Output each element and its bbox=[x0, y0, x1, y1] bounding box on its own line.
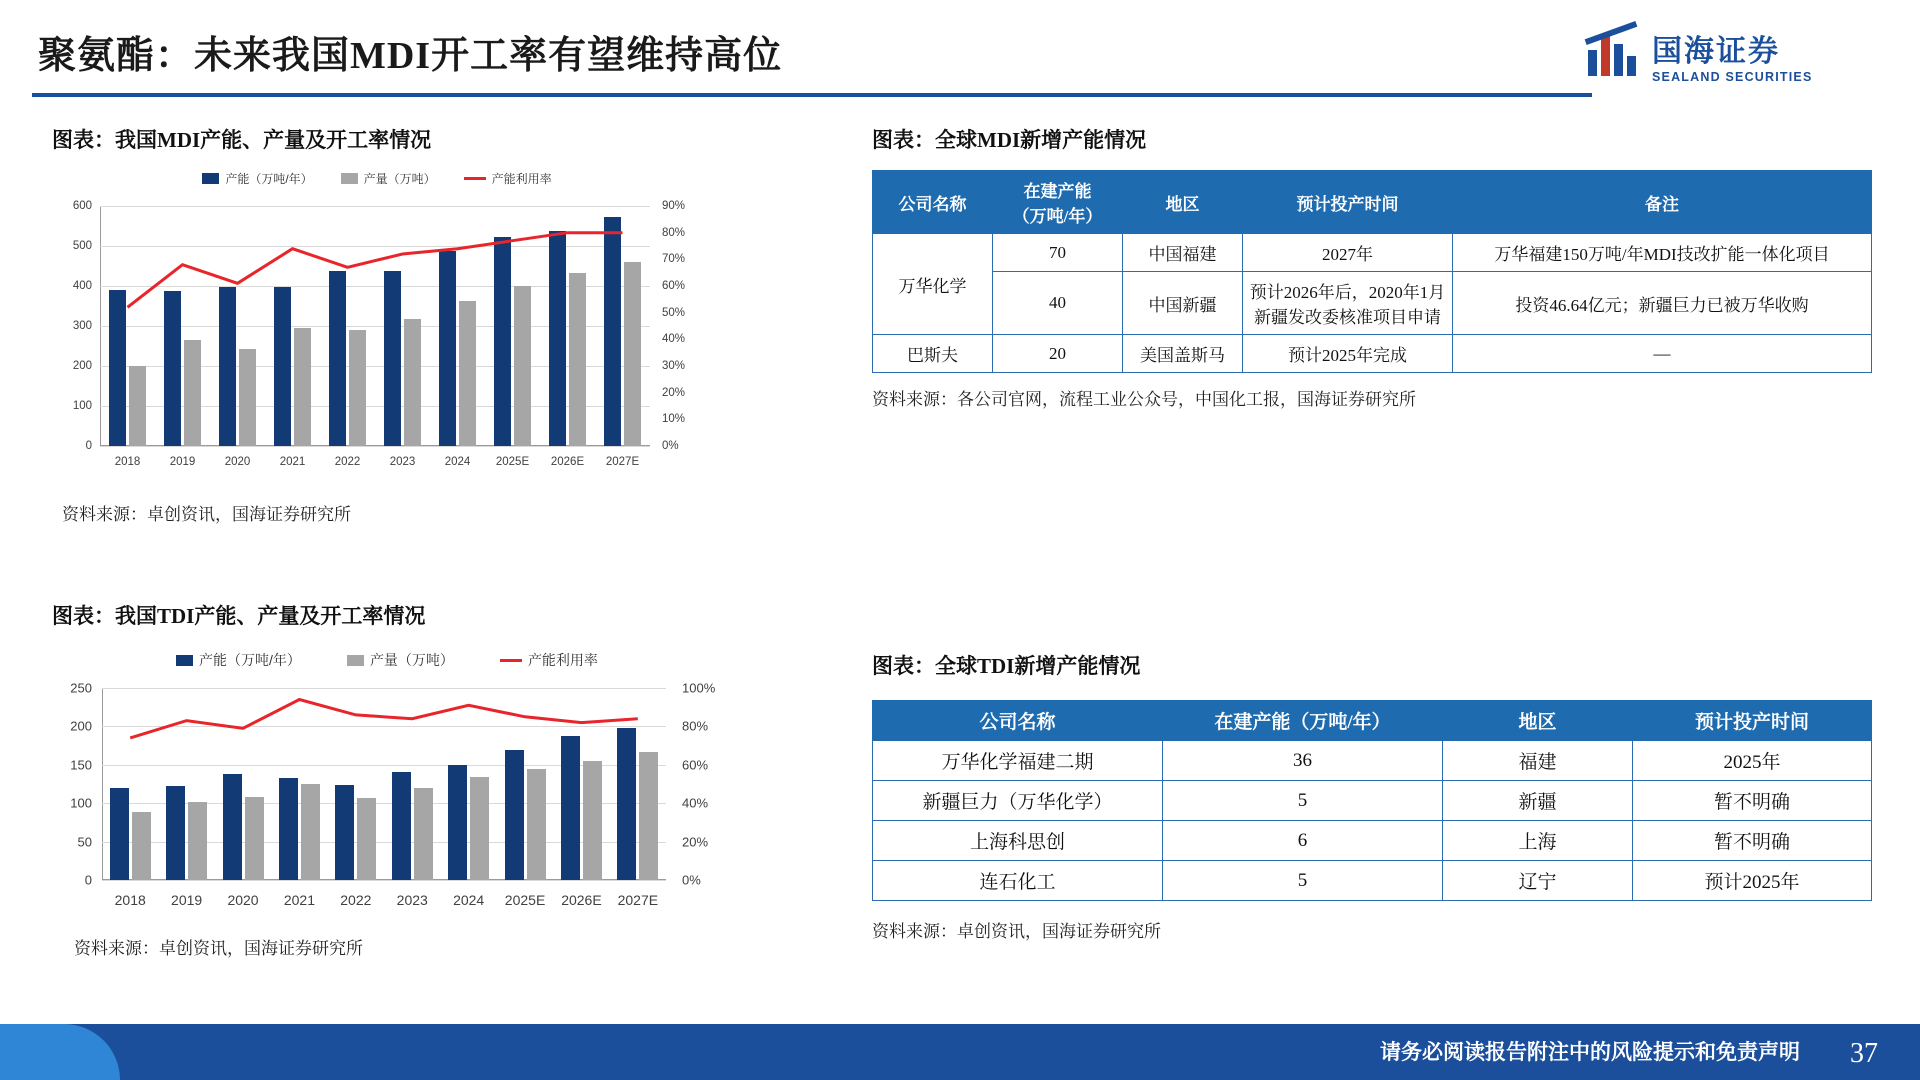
mdi-chart bbox=[52, 170, 702, 490]
cell-time: 暂不明确 bbox=[1633, 781, 1872, 821]
th-company: 公司名称 bbox=[873, 701, 1163, 741]
page-number: 37 bbox=[1850, 1038, 1878, 1069]
cell-time: 预计2025年完成 bbox=[1243, 335, 1453, 373]
cell-company: 巴斯夫 bbox=[873, 335, 993, 373]
mdi-x-axis-labels bbox=[100, 456, 650, 468]
mdi-capacity-table bbox=[872, 170, 1872, 373]
table-row bbox=[873, 741, 1872, 781]
cell-region: 中国福建 bbox=[1123, 234, 1243, 272]
company-logo bbox=[1582, 22, 1882, 88]
x-tick: 2024 bbox=[453, 892, 485, 908]
y2-tick: 0% bbox=[662, 440, 679, 452]
cell-capacity: 40 bbox=[993, 272, 1123, 335]
x-tick: 2018 bbox=[114, 456, 141, 468]
th-time: 预计投产时间 bbox=[1243, 171, 1453, 234]
grid-line bbox=[102, 880, 666, 881]
tdi-table-caption: 图表：全球TDI新增产能情况 bbox=[872, 654, 1141, 678]
mdi-chart-caption: 图表：我国MDI产能、产量及开工率情况 bbox=[52, 128, 432, 152]
y-tick: 250 bbox=[70, 680, 92, 696]
x-tick: 2022 bbox=[334, 456, 361, 468]
table-row bbox=[873, 861, 1872, 901]
th-note: 备注 bbox=[1453, 171, 1872, 234]
x-tick: 2025E bbox=[495, 456, 530, 468]
cell-company: 连石化工 bbox=[873, 861, 1163, 901]
y2-tick: 60% bbox=[682, 757, 709, 773]
x-tick: 2027E bbox=[617, 892, 659, 908]
mdi-chart-panel bbox=[52, 124, 752, 525]
legend-label: 产能（万吨/年） bbox=[199, 652, 301, 668]
mdi-table-panel bbox=[872, 124, 1882, 410]
cell-time: 暂不明确 bbox=[1633, 821, 1872, 861]
y-tick: 500 bbox=[72, 240, 92, 252]
y-tick: 100 bbox=[72, 400, 92, 412]
legend-item bbox=[464, 170, 552, 187]
y-tick: 600 bbox=[72, 200, 92, 212]
th-region: 地区 bbox=[1443, 701, 1633, 741]
x-tick: 2022 bbox=[340, 892, 372, 908]
y2-tick: 10% bbox=[662, 413, 686, 426]
x-tick: 2026E bbox=[561, 892, 602, 908]
mdi-table-source: 资料来源：各公司官网，流程工业公众号，中国化工报，国海证券研究所 bbox=[872, 390, 1416, 409]
y-tick: 400 bbox=[72, 280, 92, 292]
table-row bbox=[873, 781, 1872, 821]
y2-tick: 80% bbox=[682, 718, 709, 734]
x-tick: 2024 bbox=[444, 456, 471, 468]
legend-label: 产量（万吨） bbox=[369, 652, 454, 668]
cell-time: 2027年 bbox=[1243, 234, 1453, 272]
cell-capacity: 20 bbox=[993, 335, 1123, 373]
cell-capacity: 36 bbox=[1163, 741, 1443, 781]
y-tick: 0 bbox=[84, 872, 92, 888]
legend-item bbox=[176, 650, 301, 670]
legend-item bbox=[500, 650, 598, 670]
legend-item bbox=[341, 170, 436, 187]
cell-time: 预计2026年后，2020年1月新疆发改委核准项目申请 bbox=[1243, 272, 1453, 335]
mdi-chart-legend bbox=[52, 170, 702, 187]
tdi-y-axis-left bbox=[52, 680, 96, 914]
cell-note: — bbox=[1453, 335, 1872, 373]
x-tick: 2019 bbox=[171, 892, 203, 908]
y-tick: 100 bbox=[70, 795, 92, 811]
legend-swatch bbox=[341, 173, 358, 184]
cell-capacity: 5 bbox=[1163, 861, 1443, 901]
tdi-y-axis-right bbox=[678, 680, 722, 914]
x-tick: 2021 bbox=[279, 456, 306, 468]
cell-note: 万华福建150万吨/年MDI技改扩能一体化项目 bbox=[1453, 234, 1872, 272]
logo-text-en: SEALAND SECURITIES bbox=[1652, 70, 1813, 84]
tdi-chart-source: 资料来源：卓创资讯，国海证券研究所 bbox=[74, 939, 363, 958]
cell-time: 预计2025年 bbox=[1633, 861, 1872, 901]
tdi-table-source: 资料来源：卓创资讯，国海证券研究所 bbox=[872, 922, 1161, 941]
cell-capacity: 70 bbox=[993, 234, 1123, 272]
y-tick: 50 bbox=[77, 834, 92, 850]
cell-capacity: 6 bbox=[1163, 821, 1443, 861]
legend-item bbox=[202, 170, 312, 187]
x-tick: 2026E bbox=[550, 456, 585, 468]
y2-tick: 80% bbox=[662, 226, 686, 239]
y-tick: 300 bbox=[72, 320, 92, 332]
y2-tick: 90% bbox=[662, 200, 686, 212]
x-tick: 2020 bbox=[227, 892, 259, 908]
th-capacity: 在建产能 （万吨/年） bbox=[993, 171, 1123, 234]
cell-region: 辽宁 bbox=[1443, 861, 1633, 901]
y2-tick: 30% bbox=[662, 360, 686, 372]
table-row bbox=[873, 335, 1872, 373]
cell-capacity: 5 bbox=[1163, 781, 1443, 821]
logo-mark-icon bbox=[1582, 26, 1640, 84]
cell-time: 2025年 bbox=[1633, 741, 1872, 781]
table-header-row bbox=[873, 171, 1872, 234]
y-tick: 0 bbox=[85, 440, 92, 452]
tdi-chart-panel bbox=[52, 600, 752, 959]
logo-text-cn: 国海证券 bbox=[1652, 35, 1780, 68]
legend-swatch bbox=[464, 177, 486, 180]
legend-swatch bbox=[202, 173, 219, 184]
mdi-table-caption: 图表：全球MDI新增产能情况 bbox=[872, 128, 1147, 152]
legend-swatch bbox=[500, 659, 522, 662]
cell-region: 美国盖斯马 bbox=[1123, 335, 1243, 373]
y-tick: 200 bbox=[72, 360, 92, 372]
legend-label: 产能利用率 bbox=[527, 652, 598, 668]
cell-company: 万华化学福建二期 bbox=[873, 741, 1163, 781]
table-row bbox=[873, 821, 1872, 861]
tdi-chart-caption: 图表：我国TDI产能、产量及开工率情况 bbox=[52, 604, 426, 628]
th-region: 地区 bbox=[1123, 171, 1243, 234]
mdi-y-axis-left bbox=[52, 202, 96, 472]
x-tick: 2027E bbox=[605, 456, 640, 468]
cell-company: 万华化学 bbox=[873, 234, 993, 335]
cell-region: 新疆 bbox=[1443, 781, 1633, 821]
title-divider bbox=[32, 93, 1592, 97]
y2-tick: 20% bbox=[682, 834, 709, 850]
x-tick: 2021 bbox=[283, 892, 315, 908]
cell-region: 上海 bbox=[1443, 821, 1633, 861]
y2-tick: 20% bbox=[662, 386, 686, 399]
tdi-table-panel bbox=[872, 650, 1882, 942]
th-time: 预计投产时间 bbox=[1633, 701, 1872, 741]
tdi-capacity-table bbox=[872, 700, 1872, 901]
y2-tick: 100% bbox=[682, 680, 716, 696]
tdi-chart bbox=[52, 650, 722, 920]
x-tick: 2023 bbox=[389, 456, 416, 468]
grid-line bbox=[100, 446, 650, 447]
footer-disclaimer: 请务必阅读报告附注中的风险提示和免责声明 bbox=[1380, 1040, 1800, 1064]
x-tick: 2025E bbox=[504, 892, 546, 908]
legend-item bbox=[347, 650, 454, 670]
legend-label: 产能利用率 bbox=[491, 172, 552, 186]
mdi-chart-source: 资料来源：卓创资讯，国海证券研究所 bbox=[62, 505, 351, 524]
table-header-row bbox=[873, 701, 1872, 741]
x-tick: 2019 bbox=[169, 456, 196, 468]
mdi-y-axis-right bbox=[658, 202, 702, 472]
tdi-chart-legend bbox=[52, 650, 722, 670]
y2-tick: 50% bbox=[662, 306, 686, 319]
table-row bbox=[873, 272, 1872, 335]
cell-company: 上海科思创 bbox=[873, 821, 1163, 861]
y2-tick: 70% bbox=[662, 253, 686, 266]
utilization-line bbox=[128, 233, 623, 308]
cell-region: 福建 bbox=[1443, 741, 1633, 781]
x-tick: 2023 bbox=[396, 892, 428, 908]
y-tick: 150 bbox=[70, 757, 92, 773]
cell-note: 投资46.64亿元；新疆巨力已被万华收购 bbox=[1453, 272, 1872, 335]
page-title: 聚氨酯：未来我国MDI开工率有望维持高位 bbox=[38, 35, 783, 77]
cell-region: 中国新疆 bbox=[1123, 272, 1243, 335]
legend-swatch bbox=[176, 655, 193, 666]
y2-tick: 0% bbox=[682, 872, 701, 888]
x-tick: 2020 bbox=[224, 456, 251, 468]
legend-label: 产量（万吨） bbox=[363, 172, 436, 186]
th-capacity: 在建产能（万吨/年） bbox=[1163, 701, 1443, 741]
table-row bbox=[873, 234, 1872, 272]
legend-swatch bbox=[347, 655, 364, 666]
th-company: 公司名称 bbox=[873, 171, 993, 234]
legend-label: 产能（万吨/年） bbox=[225, 172, 313, 186]
tdi-x-axis-labels bbox=[102, 892, 666, 908]
y2-tick: 40% bbox=[682, 795, 709, 811]
x-tick: 2018 bbox=[114, 892, 146, 908]
y2-tick: 60% bbox=[662, 280, 686, 292]
y-tick: 200 bbox=[70, 718, 92, 734]
utilization-line bbox=[130, 700, 638, 738]
cell-company: 新疆巨力（万华化学） bbox=[873, 781, 1163, 821]
y2-tick: 40% bbox=[662, 333, 686, 346]
